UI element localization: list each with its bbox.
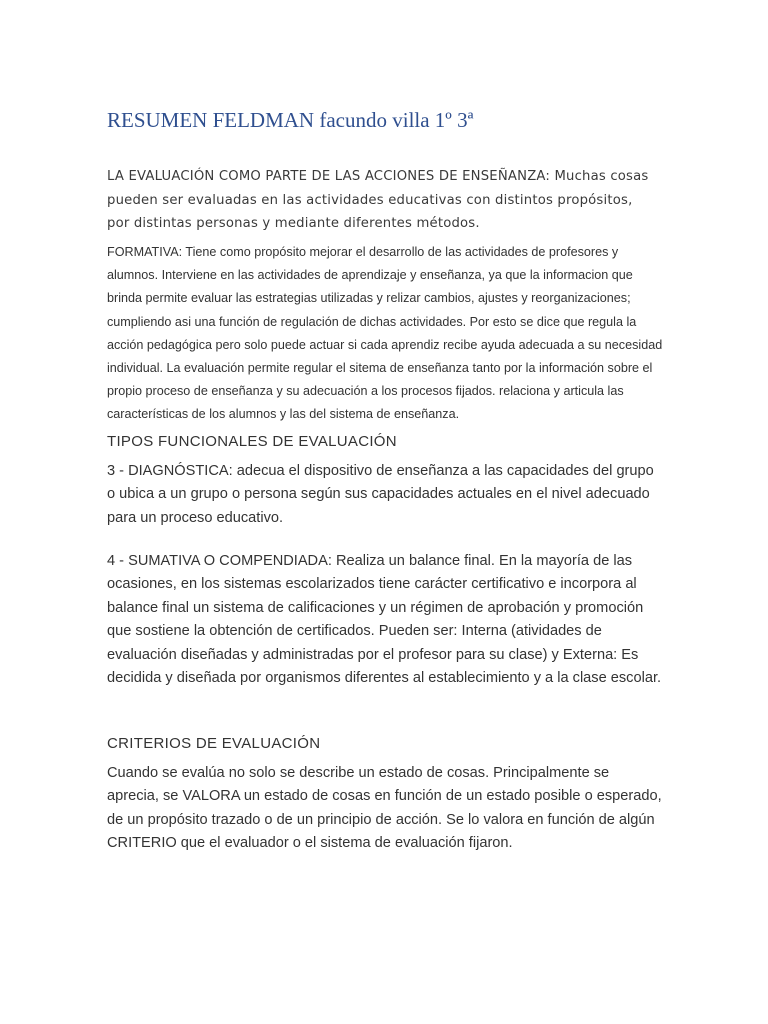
criterios-paragraph: Cuando se evalúa no solo se describe un estado de cosas. Principalmente se aprecia, se VALORA un estado de cosas en función de un estado posible o esperado, de un propósito trazado o de un principio de acción. Se lo valora en función de algún CRITERIO que el evaluador o el sistema de evaluación fijaron. [107, 765, 662, 852]
intro-paragraph: LA EVALUACIÓN COMO PARTE DE LAS ACCIONES DE ENSEÑANZA: Muchas cosas pueden ser evaluadas en las actividades educativas con distintos propósitos, por distintas personas y mediante diferentes métodos. [107, 169, 649, 231]
document-title: RESUMEN FELDMAN facundo villa 1º 3ª [107, 108, 474, 132]
heading-tipos-funcionales: TIPOS FUNCIONALES DE EVALUACIÓN [107, 433, 397, 450]
sumativa-paragraph: 4 - SUMATIVA O COMPENDIADA: Realiza un balance final. En la mayoría de las ocasiones, en los sistemas escolarizados tiene carácter certificativo e incorpora al balance final un sistema de calificaciones y un régimen de aprobación y promoción que sostiene la obtención de certificados. Pueden ser: Interna (atividades de evaluación diseñadas y administradas por el profesor para su clase) y Externa: Es decidida y diseñada por organismos diferentes al establecimiento y a la clase escolar. [107, 553, 662, 687]
diagnostica-paragraph: 3 - DIAGNÓSTICA: adecua el dispositivo de enseñanza a las capacidades del grupo o ubica a un grupo o persona según sus capacidades actuales en el nivel adecuado para un proceso educativo. [107, 463, 654, 526]
formativa-paragraph: FORMATIVA: Tiene como propósito mejorar el desarrollo de las actividades de profesores y alumnos. Interviene en las actividades de aprendizaje y enseñanza, ya que la informacion que brinda permite evaluar las estrategias utilizadas y relizar cambios, ajustes y reorganizaciones; cumpliendo asi una función de regulación de dichas actividades. Por esto se dice que regula la acción pedagógica pero solo puede actuar si cada aprendiz recibe ayuda adecuada a su necesidad individual. La evaluación permite regular el sitema de enseñanza tanto por la información sobre el propio proceso de enseñanza y su adecuación a los procesos fijados. relaciona y articula las características de los alumnos y las del sistema de enseñanza. [107, 245, 663, 422]
heading-criterios: CRITERIOS DE EVALUACIÓN [107, 735, 321, 752]
